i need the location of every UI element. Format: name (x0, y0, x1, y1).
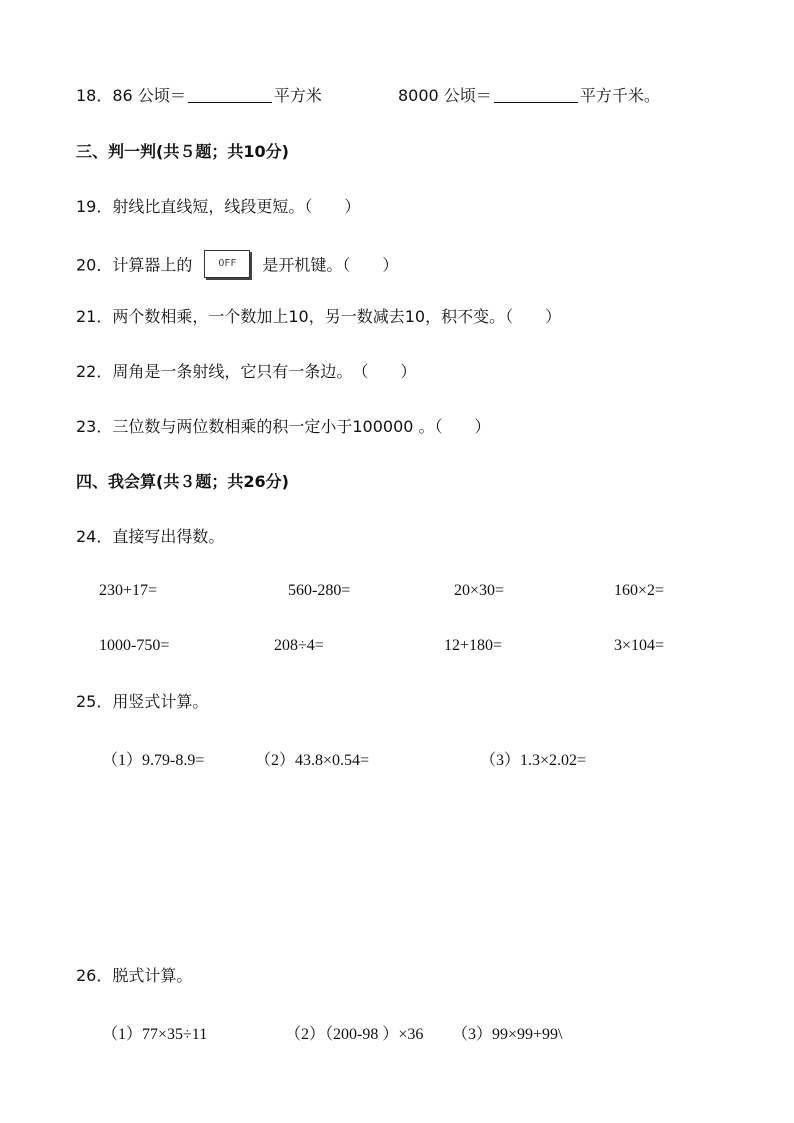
q20-suffix: 是开机键。（ ） (262, 255, 399, 275)
q18-right-value: 8000 公顷＝ (398, 86, 492, 105)
calc-item: 230+17= (99, 582, 158, 599)
off-key-icon: OFF (204, 250, 250, 278)
stepwise-calc-item: （3）99×99+99\ (452, 1026, 563, 1043)
answer-blank[interactable] (494, 86, 578, 103)
stepwise-calc-item: （1）77×35÷11 (102, 1026, 208, 1043)
vertical-calc-item: （3）1.3×2.02= (480, 752, 587, 769)
calc-item: 20×30= (454, 582, 505, 599)
question-number: 18． (76, 86, 113, 105)
q18-left-unit: 平方米 (273, 86, 322, 105)
question-20 (76, 252, 398, 280)
question-26: 26．脱式计算。 (76, 966, 193, 985)
q20-prefix: 20．计算器上的 (76, 255, 193, 275)
calc-item: 160×2= (614, 582, 665, 599)
section-3-heading: 三、判一判(共５题；共10分) (76, 142, 289, 161)
question-18-part-2 (398, 86, 660, 106)
calc-item: 12+180= (444, 637, 503, 654)
question-18 (76, 86, 322, 106)
calc-item: 208÷4= (274, 637, 324, 654)
q18-right-unit: 平方千米。 (579, 86, 660, 105)
calc-item: 560-280= (288, 582, 351, 599)
calc-item: 3×104= (614, 637, 665, 654)
question-19: 19．射线比直线短，线段更短。（ ） (76, 197, 361, 216)
q18-left-value: 86 公顷＝ (112, 86, 186, 105)
stepwise-calc-item: （2）（200-98 ）×36 (285, 1026, 424, 1043)
question-23: 23．三位数与两位数相乘的积一定小于100000 。（ ） (76, 417, 491, 436)
vertical-calc-item: （1）9.79-8.9= (102, 752, 205, 769)
question-21: 21．两个数相乘，一个数加上10，另一数减去10，积不变。（ ） (76, 307, 562, 326)
vertical-calc-item: （2）43.8×0.54= (255, 752, 370, 769)
section-4-heading: 四、我会算(共３题；共26分) (76, 472, 289, 491)
question-25: 25．用竖式计算。 (76, 692, 209, 711)
question-24: 24．直接写出得数。 (76, 527, 225, 546)
question-22: 22．周角是一条射线，它只有一条边。 （ ） (76, 362, 417, 381)
answer-blank[interactable] (188, 86, 272, 103)
calc-item: 1000-750= (99, 637, 170, 654)
